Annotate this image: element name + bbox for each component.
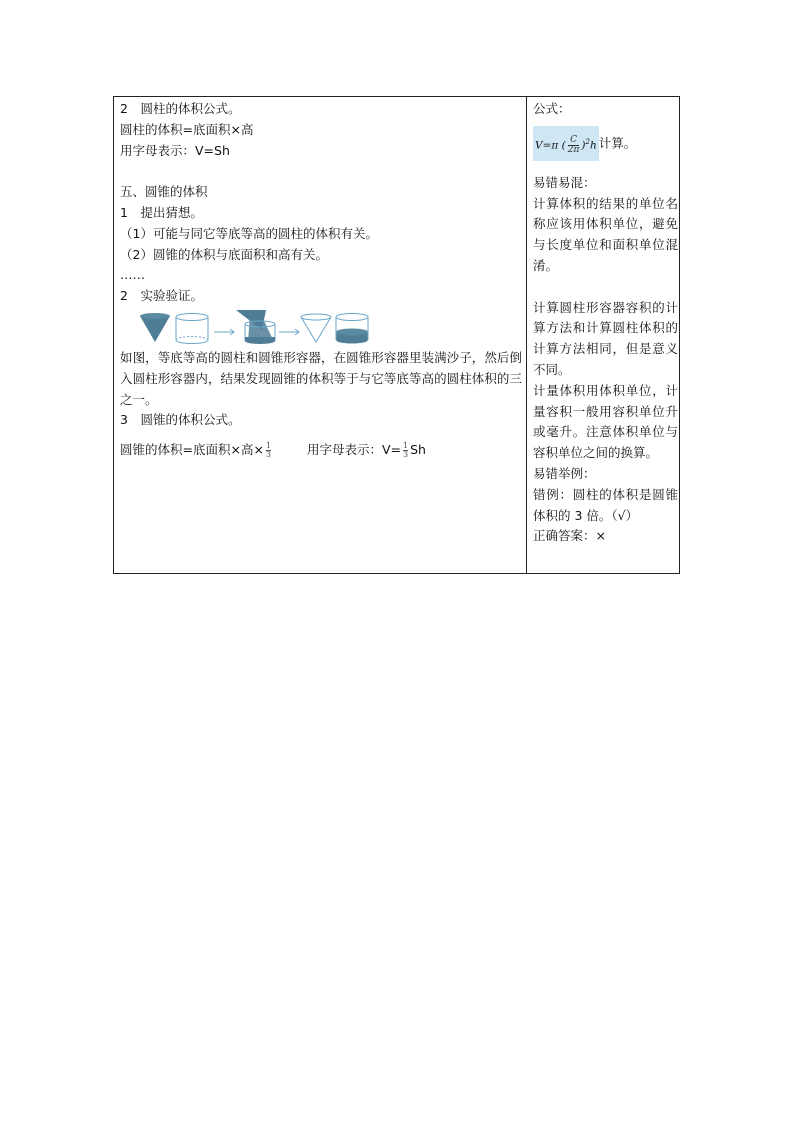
cylinder-circumference-formula-line: V=π ( $\frac{C}{2\pi}$ )$^2$h 计算。 [533, 126, 678, 156]
hypothesis-heading: 1 提出猜想。 [120, 204, 203, 220]
empty-cylinder [176, 313, 208, 343]
cone-cylinder-experiment-diagram [138, 310, 370, 346]
mistake-example-heading: 易错举例： [533, 465, 596, 481]
arrow-icon [279, 329, 299, 335]
one-third-fraction: $\frac{1}{3}$ [403, 441, 409, 460]
mistake-note-capacity: 计算圆柱形容器容积的计算方法和计算圆柱体积的计算方法相同，但是意义不同。 [533, 299, 678, 377]
mistake-note-volume-units: 计量体积用体积单位，计量容积一般用容积单位升或毫升。注意体积单位与容积单位之间的换算。 [533, 382, 678, 461]
one-third-fraction: $\frac{1}{3}$ [265, 441, 272, 460]
column-divider [526, 97, 527, 573]
cone-formula-line: 圆锥的体积=底面积×高× $\frac{1}{3}$ 用字母表示：V= $\frac{1}{3}$ Sh [120, 441, 426, 460]
mistake-example: 错例：圆柱的体积是圆锥体积的 3 倍。（√） [533, 486, 678, 523]
hypothesis-1: （1）可能与同它等底等高的圆柱的体积有关。 [120, 225, 378, 241]
content-table [113, 96, 680, 574]
formula-label: 公式： [533, 101, 571, 116]
experiment-description: 如图，等底等高的圆柱和圆锥形容器，在圆锥形容器里装满沙子，然后倒入圆柱形容器内，结果发现圆锥的体积等于与它等底等高的圆柱体积的三之一。 [120, 349, 522, 407]
left-column [120, 99, 522, 464]
hypothesis-2: （2）圆锥的体积与底面积和高有关。 [120, 246, 328, 262]
filled-cone [140, 316, 170, 342]
common-mistakes-heading: 易错易混： [533, 174, 596, 190]
cylinder-letter-formula: 用字母表示：V=Sh [120, 142, 230, 158]
correct-answer: 正确答案：× [533, 528, 606, 544]
mistake-note-units: 计算体积的结果的单位名称应该用体积单位，避免与长度单位和面积单位混淆。 [533, 195, 678, 273]
cone-volume-formula: 圆锥的体积=底面积×高× [120, 442, 264, 458]
arrow-icon [214, 329, 234, 335]
cone-letter-formula: 用字母表示：V= [306, 442, 402, 458]
pouring-cone-into-cylinder [236, 310, 275, 344]
cylinder-one-third-filled [336, 313, 368, 343]
experiment-heading: 2 实验验证。 [120, 288, 203, 304]
cone-formula-heading: 3 圆锥的体积公式。 [120, 412, 241, 428]
cylinder-volume-formula: 圆柱的体积=底面积×高 [120, 121, 254, 137]
empty-cone [301, 314, 331, 342]
cylinder-formula-heading: 2 圆柱的体积公式。 [120, 101, 241, 116]
ellipsis: …… [120, 267, 145, 283]
cone-section-title: 五、圆锥的体积 [120, 184, 208, 200]
right-column [533, 99, 678, 547]
highlighted-formula: V=π ( $\frac{C}{2\pi}$ )$^2$h [533, 126, 599, 162]
